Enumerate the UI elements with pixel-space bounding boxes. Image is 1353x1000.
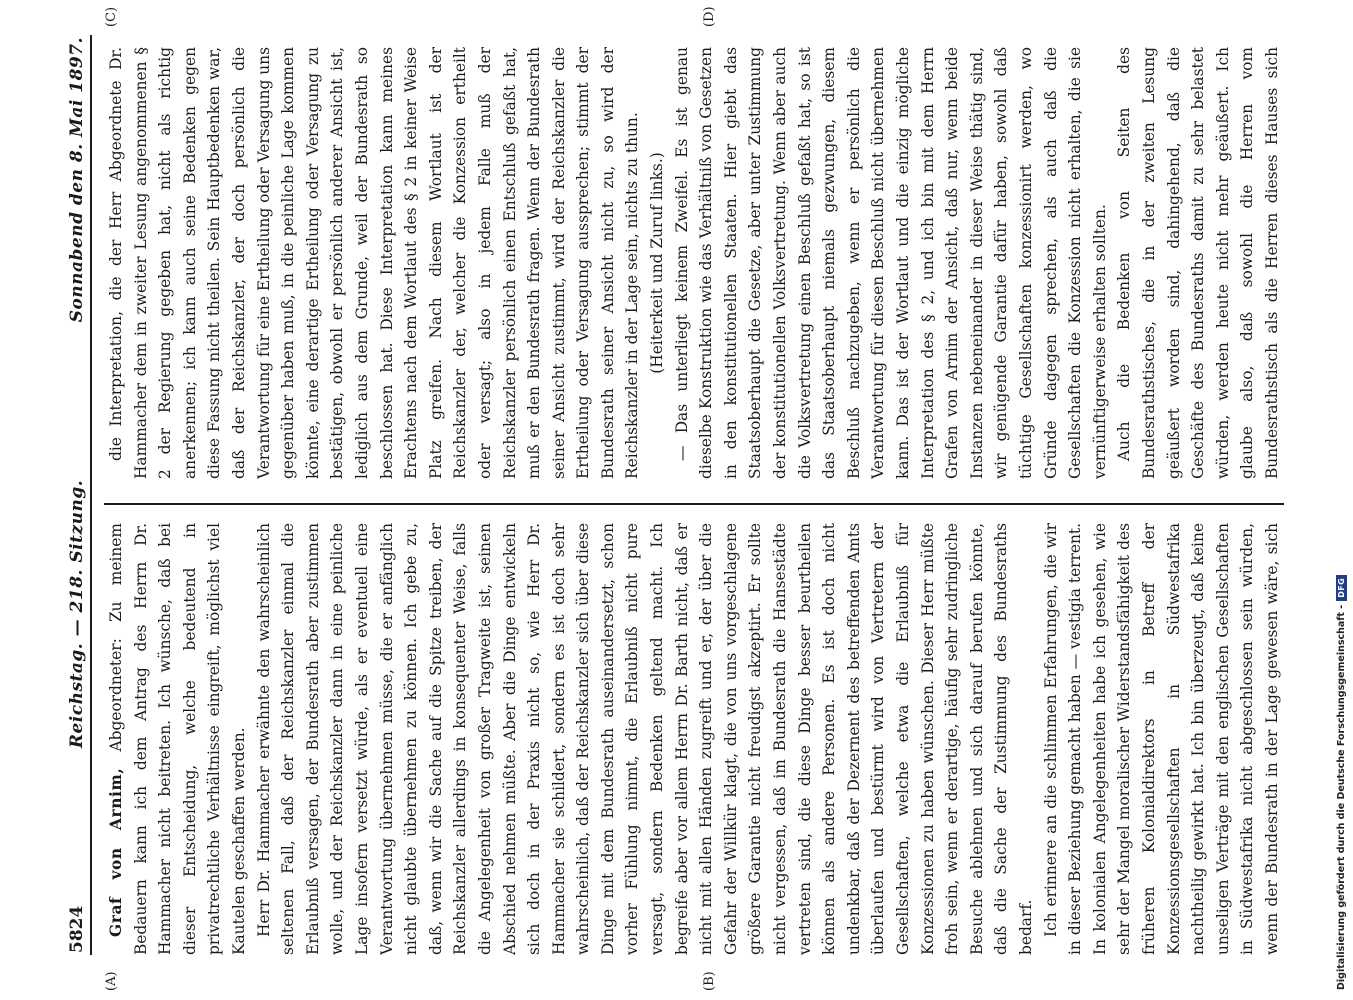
margin-marker-a: (A)	[104, 971, 119, 991]
paragraph	[104, 523, 252, 955]
left-column	[104, 523, 1289, 955]
paragraph-text: (Heiterkeit und Zuruf links.)	[648, 152, 667, 374]
paragraph	[1112, 47, 1289, 479]
margin-marker-c: (C)	[104, 6, 119, 27]
paragraph	[645, 47, 670, 479]
paragraph-text: Auch die Bedenken von Seiten des Bundesrathstisches, die in der zweiten Lesung geäußert worden sind, dahingehend, daß die Geschäfte des Bundesraths damit zu sehr belastet würden, werden heute nicht mehr geäußert. Ich glaube also, daß sowohl die Herren vom Bundesrathstisch als die Herren dieses Hauses sich	[1115, 47, 1281, 479]
dfg-logo-icon: DFG	[1336, 575, 1347, 601]
paragraph	[252, 523, 1039, 955]
credit-text: Digitalisierung gefördert durch die Deutsche Forschungsgemeinschaft -	[1336, 604, 1347, 990]
paragraph-text: Herr Dr. Hammacher erwähnte den wahrscheinlich seltenen Fall, daß der Reichskanzler einmal die Erlaubniß versagen, der Bundesrath aber zustimmen wolle, und der Reichskanzler dann in eine peinliche Lage insofern versetzt würde, als er eventuell eine Verantwortung übernehmen müsse, die er anfänglich nicht glaubte übernehmen zu können. Ich gebe zu, daß, wenn wir die Sache auf die Spitze treiben, der Reichskanzler allerdings in konsequenter Weise, falls die Angelegenheit von großer Tragweite ist, seinen Abschied nehmen müßte. Aber die Dinge entwickeln sich doch in der Praxis nicht so, wie Herr Dr. Hammacher sie schildert, sondern es ist doch sehr wahrscheinlich, daß der Reichskanzler sich über diese Dinge mit dem Bundesrath auseinandersetzt, schon vorher Fühlung nimmt, die Erlaubniß nicht pure versagt, sondern Bedenken geltend macht. Ich begreife aber vor allem Herrn Dr. Barth nicht, daß er nicht mit allen Händen zugreift und er, der über die Gefahr der Willkür klagt, die von uns vorgeschlagene größere Garantie nicht freudigst akzeptirt. Er sollte nicht vergessen, daß im Bundesrath die Hansestädte vertreten sind, die diese Dinge besser beurtheilen können als andere Personen. Es ist doch nicht undenkbar, daß der Dezernent des betreffenden Amts überlaufen und bestürmt wird von Vertretern der Gesellschaften, welche etwa die Erlaubniß für Konzessionen zu haben wünschen. Dieser Herr müßte froh sein, wenn er derartige, häufig sehr zudringliche Besuche ablehnen und sich darauf berufen könnte, daß die Sache der Zustimmung des Bundesraths bedarf.	[254, 523, 1035, 955]
header-right-title: Sonnabend den 8. Mai 1897.	[67, 37, 87, 323]
paragraph-text: — Das unterliegt keinem Zweifel. Es ist genau dieselbe Konstruktion wie das Verhältniß von Gesetzen in den konstitutionellen Staaten. Hier giebt das Staatsoberhaupt die Gesetze, aber unter Zustimmung der konstitutionellen Volksvertretung. Wenn aber auch die Volksvertretung einen Beschluß gefaßt hat, so ist das Staatsoberhaupt niemals gezwungen, diesem Beschluß nachzugeben, wenn er persönlich die Verantwortung für diesen Beschluß nicht übernehmen kann. Das ist der Wortlaut und die einzig mögliche Interpretation des § 2, und ich bin mit dem Herrn Grafen von Arnim der Ansicht, daß nur, wenn beide Instanzen nebeneinander in dieser Weise thätig sind, wir genügende Garantie dafür haben, sowohl daß tüchtige Gesellschaften konzessionirt werden, wo Gründe dagegen sprechen, als auch daß die Gesellschaften die Konzession nicht erhalten, die sie vernünftigerweise erhalten sollten.	[672, 47, 1109, 479]
page-header	[62, 35, 92, 955]
margin-marker-d: (D)	[702, 6, 717, 27]
document-page	[62, 6, 1297, 991]
paragraph-text: die Interpretation, die der Herr Abgeordnete Dr. Hammacher dem in zweiter Lesung angenommenen § 2 der Regierung gegeben hat, nicht als richtig anerkennen; ich kann auch seine Bedenken gegen diese Fassung nicht theilen. Sein Hauptbedenken war, daß der Reichskanzler, der doch persönlich die Verantwortung für eine Ertheilung oder Versagung uns gegenüber haben muß, in die peinliche Lage kommen könnte, eine derartige Ertheilung oder Versagung zu bestätigen, obwohl er persönlich anderer Ansicht ist, lediglich aus dem Grunde, weil der Bundesrath so beschlossen hat. Diese Interpretation kann meines Erachtens nach dem Wortlaut des § 2 in keiner Weise Platz greifen. Nach diesem Wortlaut ist der Reichskanzler der, welcher die Konzession ertheilt oder versagt; also in jedem Falle muß der Reichskanzler persönlich einen Entschluß gefaßt hat, muß er den Bundesrath fragen. Wenn der Bundesrath seiner Ansicht zustimmt, wird der Reichskanzler die Ertheilung oder Versagung aussprechen; stimmt der Bundesrath seiner Ansicht nicht zu, so wird der Reichskanzler in der Lage sein, nichts zu thun.	[107, 47, 642, 479]
paragraph	[1039, 523, 1289, 955]
page-number: 5824	[67, 905, 87, 953]
right-column	[104, 47, 1289, 479]
paragraph-text: Abgeordneter: Zu meinem Bedauern kann ich dem Antrag des Herrn Dr. Hammacher nicht beitreten. Ich wünsche, daß bei dieser Entscheidung, welche bedeutend in privatrechtliche Verhältnisse eingreift, möglichst viel Kautelen geschaffen werden.	[107, 523, 248, 955]
paragraph	[670, 47, 1113, 479]
paragraph-text: Ich erinnere an die schlimmen Erfahrungen, die wir in dieser Beziehung gemacht haben — vestigia terrent. In kolonialen Angelegenheiten habe ich gesehen, wie sehr der Mangel moralischer Widerstandsfähigkeit des früheren Kolonialdirektors in Betreff der Konzessionsgesellschaften in Südwestafrika nachtheilig gewirkt hat. Ich bin überzeugt, daß keine unseligen Verträge mit den englischen Gesellschaften in Südwestafrika nicht abgeschlossen sein würden, wenn der Bundesrath in der Lage gewesen wäre, sich	[1041, 523, 1281, 955]
header-left-title: Reichstag. — 218. Sitzung.	[67, 479, 87, 749]
paragraph	[104, 47, 645, 479]
speaker-name: Graf von Arnim,	[107, 767, 125, 937]
digitization-credit	[1336, 575, 1347, 990]
margin-marker-b: (B)	[702, 971, 717, 991]
column-divider	[104, 503, 1284, 505]
